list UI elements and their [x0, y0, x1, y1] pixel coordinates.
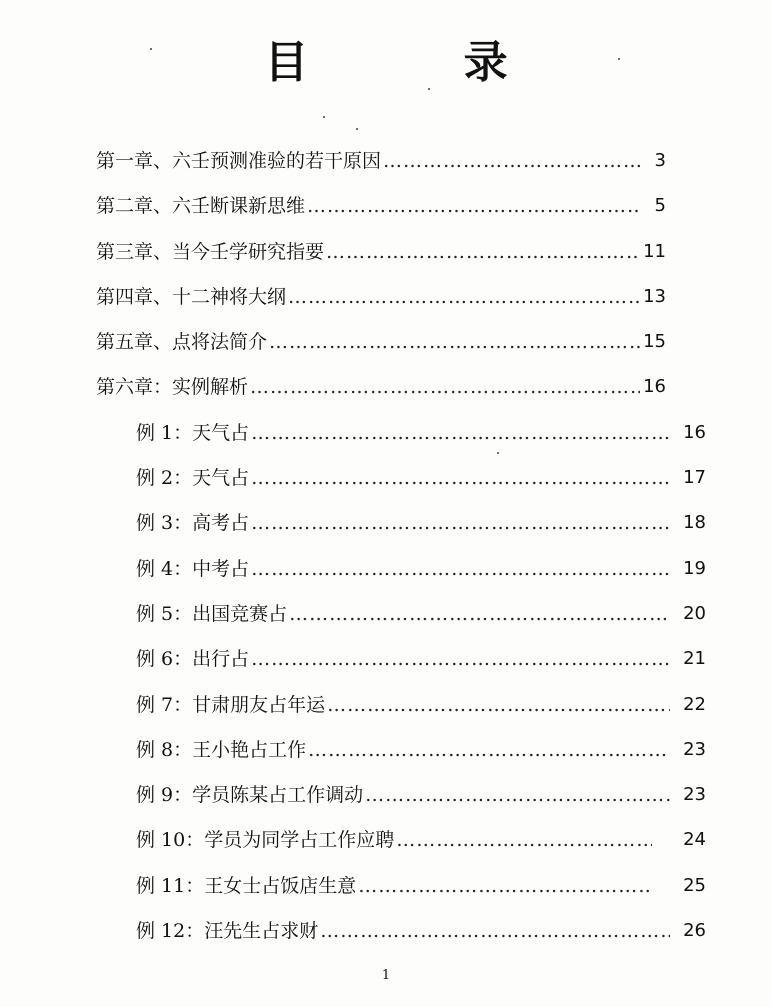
toc-entry-page: 21 [683, 648, 706, 670]
toc-entry-page: 15 [643, 331, 666, 353]
toc-entry-label: 例 6：出行占 [136, 648, 250, 671]
toc-entry-label: 例 3：高考占 [136, 512, 250, 535]
toc-entry-page: 16 [643, 376, 666, 398]
toc-entry-page: 16 [683, 421, 706, 443]
scan-speck [618, 58, 620, 60]
toc-entry-chapter-5[interactable] [96, 329, 666, 374]
toc-entry-example-6[interactable] [96, 646, 706, 691]
toc-entry-label: 例 9：学员陈某占工作调动 [136, 784, 364, 807]
page-number-footer: 1 [381, 968, 391, 983]
dot-leader [383, 148, 640, 174]
scan-speck [150, 48, 152, 50]
toc-entry-label: 第四章、十二神将大纲 [96, 285, 287, 308]
toc-entry-example-2[interactable] [96, 465, 706, 510]
toc-entry-page: 20 [683, 602, 706, 624]
dot-leader [307, 193, 640, 219]
toc-entry-page: 17 [683, 467, 706, 489]
dot-leader [358, 873, 652, 899]
toc-entry-page: 11 [643, 240, 666, 262]
toc-entry-page: 18 [683, 512, 706, 534]
dot-leader [326, 239, 640, 265]
toc-entry-chapter-4[interactable] [96, 284, 666, 329]
toc-entry-example-12[interactable] [96, 918, 706, 963]
toc-entry-label: 第二章、六壬断课新思维 [96, 195, 306, 218]
dot-leader [288, 284, 640, 310]
toc-entry-example-11[interactable] [96, 873, 706, 918]
dot-leader [251, 556, 670, 582]
toc-entry-page: 25 [683, 874, 706, 896]
dot-leader [365, 782, 670, 808]
toc-entry-label: 例 2：天气占 [136, 467, 250, 490]
toc-entry-chapter-6[interactable] [96, 374, 666, 419]
toc-entry-example-5[interactable] [96, 601, 706, 646]
page-title: 目 录 [264, 37, 578, 88]
dot-leader [308, 737, 670, 763]
dot-leader [327, 692, 670, 718]
toc-entry-example-3[interactable] [96, 510, 706, 555]
dot-leader [269, 329, 640, 355]
toc-entry-chapter-1[interactable] [96, 148, 666, 193]
toc-entry-label: 第五章、点将法简介 [96, 331, 268, 354]
scan-speck [356, 128, 358, 130]
dot-leader [396, 827, 652, 853]
dot-leader [251, 465, 670, 491]
scan-speck [428, 88, 430, 90]
toc-entry-example-7[interactable] [96, 692, 706, 737]
toc-entry-page: 13 [643, 285, 666, 307]
toc-entry-page: 22 [683, 693, 706, 715]
toc-entry-page: 3 [654, 150, 666, 171]
toc-entry-page: 24 [683, 829, 706, 851]
toc-entry-label: 例 10：学员为同学占工作应聘 [136, 829, 395, 852]
dot-leader [251, 510, 670, 536]
toc-entry-example-9[interactable] [96, 782, 706, 827]
dot-leader [251, 420, 670, 446]
toc-entry-label: 例 8：王小艳占工作 [136, 738, 307, 761]
dot-leader [251, 646, 670, 672]
toc-entry-chapter-2[interactable] [96, 193, 666, 238]
dot-leader [320, 918, 670, 944]
toc-entry-page: 19 [683, 557, 706, 579]
toc-entry-page: 23 [683, 784, 706, 806]
toc-entry-page: 23 [683, 738, 706, 760]
dot-leader [289, 601, 670, 627]
toc-entry-label: 例 11：王女士占饭店生意 [136, 874, 357, 897]
toc-entry-label: 第一章、六壬预测准验的若干原因 [96, 150, 382, 172]
table-of-contents [96, 148, 706, 963]
toc-entry-label: 例 7：甘肃朋友占年运 [136, 693, 326, 716]
toc-entry-label: 例 4：中考占 [136, 557, 250, 580]
toc-entry-example-4[interactable] [96, 556, 706, 601]
toc-entry-label: 例 1：天气占 [136, 421, 250, 444]
toc-entry-label: 例 12：汪先生占求财 [136, 920, 319, 943]
toc-entry-example-10[interactable] [96, 827, 706, 872]
toc-entry-example-1[interactable] [96, 420, 706, 465]
toc-entry-label: 第三章、当今壬学研究指要 [96, 240, 325, 263]
scan-speck [323, 116, 325, 118]
toc-entry-label: 例 5：出国竞赛占 [136, 602, 288, 625]
toc-entry-page: 26 [683, 920, 706, 942]
toc-entry-page: 5 [654, 195, 666, 217]
toc-entry-example-8[interactable] [96, 737, 706, 782]
toc-entry-label: 第六章：实例解析 [96, 376, 249, 399]
toc-entry-chapter-3[interactable] [96, 239, 666, 284]
dot-leader [250, 374, 640, 400]
